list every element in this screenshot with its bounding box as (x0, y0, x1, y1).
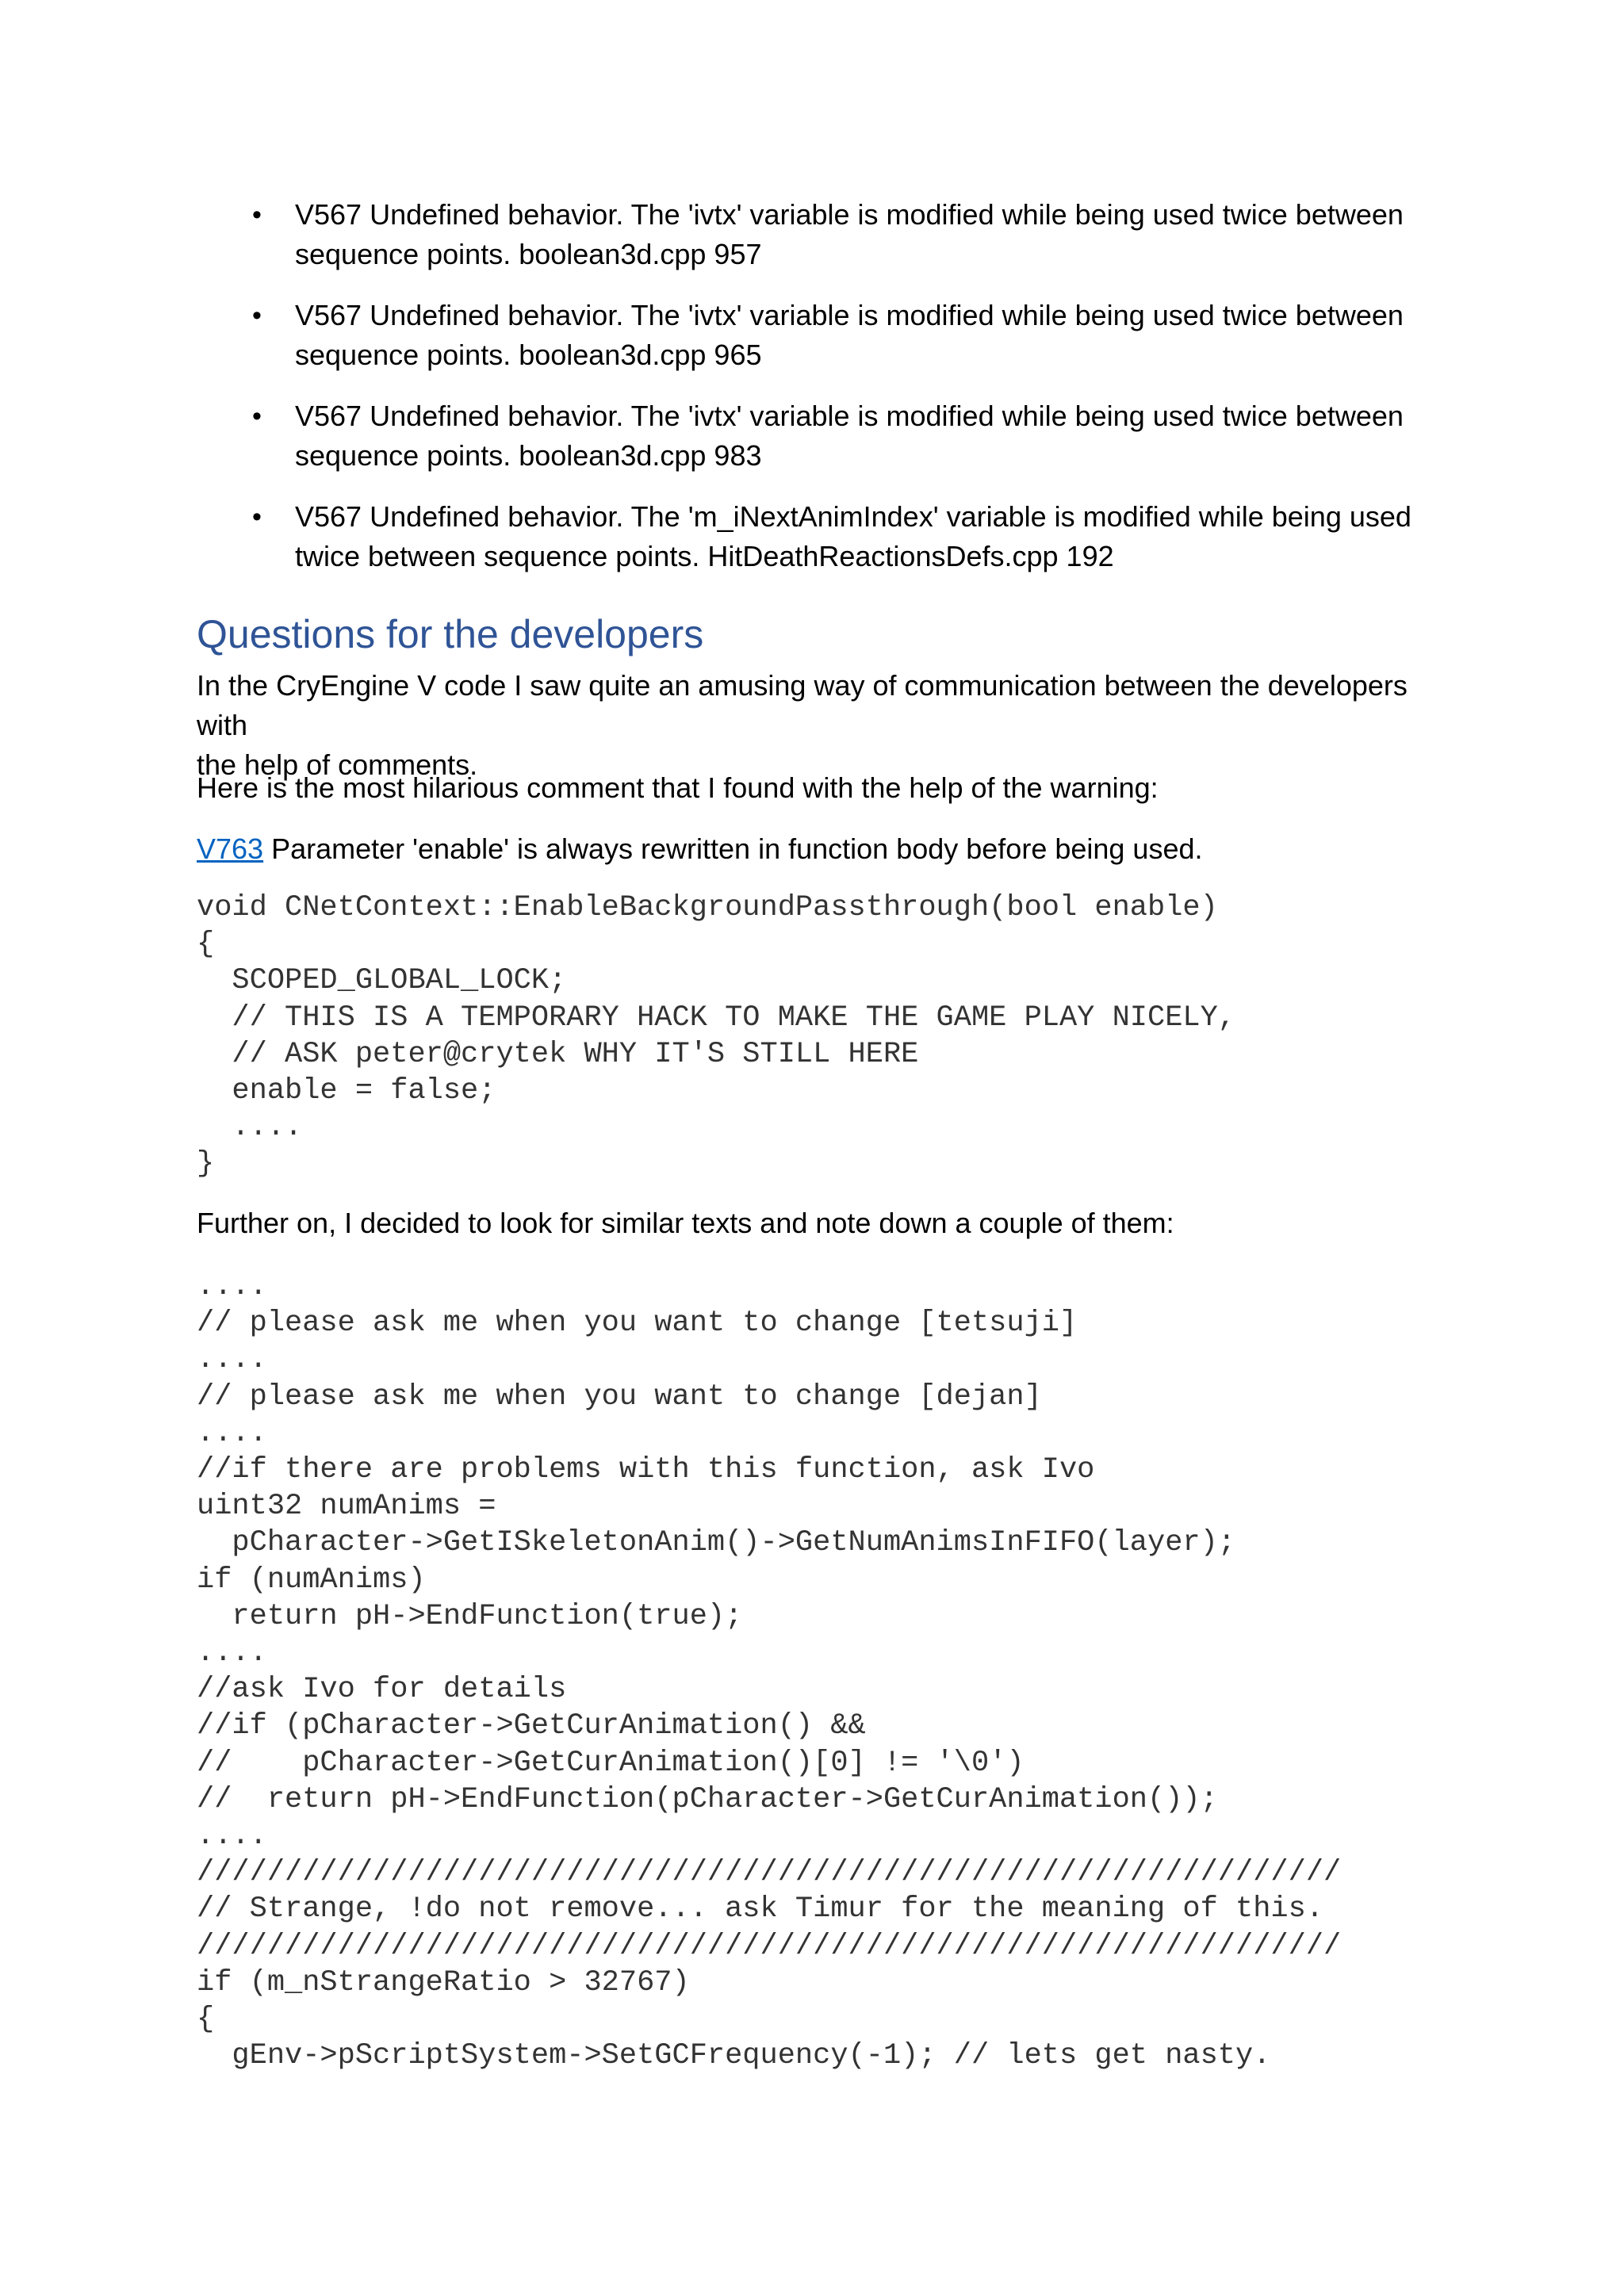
bullet-icon: • (252, 401, 262, 431)
warning-list-item (247, 497, 1437, 576)
bullet-icon: • (252, 300, 262, 331)
section-heading: Questions for the developers (197, 612, 704, 656)
warning-list-item (247, 396, 1437, 476)
intro-line: In the CryEngine V code I saw quite an amusing way of communication between the developers with (197, 669, 1408, 741)
warning-line: sequence points. boolean3d.cpp 965 (295, 339, 762, 371)
code-block-comments: .... // please ask me when you want to change [tetsuji] .... // please ask me when you want to change [dejan] .... //if there are problems with this function, ask Ivo uint32 numAnims = pCharacter->GetISkeletonAnim()->GetNumAnimsInFIFO(layer); if (numAnims) return pH->EndFunction(true); .... //ask Ivo for details //if (pCharacter->GetCurAnimation() && // pCharacter->GetCurAnimation()[0] != '\0') // return pH->EndFunction(pCharacter->GetCurAnimation()); .... ///////////////////////////////////////////////////////////////// // Strange, !do not remove... ask Timur for the meaning of this. ///////////////////////////////////////////////////////////////// if (m_nStrangeRatio > 32767) { gEnv->pScriptSystem->SetGCFrequency(-1); // lets get nasty. (197, 1270, 1342, 2073)
warning-line: V567 Undefined behavior. The 'ivtx' variable is modified while being used twice between (295, 198, 1404, 231)
hilarious-paragraph: Here is the most hilarious comment that I found with the help of the warning: (197, 771, 1159, 804)
warning-description: Parameter 'enable' is always rewritten in function body before being used. (263, 832, 1203, 865)
warning-paragraph (197, 829, 1450, 869)
bullet-icon: • (252, 502, 262, 532)
warning-line: twice between sequence points. HitDeathReactionsDefs.cpp 192 (295, 540, 1114, 572)
intro-line: the help of comments. (197, 748, 478, 781)
intro-paragraph (197, 666, 1450, 785)
further-paragraph: Further on, I decided to look for similar texts and note down a couple of them: (197, 1207, 1174, 1239)
warning-line: V567 Undefined behavior. The 'm_iNextAnimIndex' variable is modified while being used (295, 500, 1411, 533)
warning-line: V567 Undefined behavior. The 'ivtx' variable is modified while being used twice between (295, 299, 1404, 331)
warning-line: sequence points. boolean3d.cpp 957 (295, 238, 762, 270)
warning-line: V567 Undefined behavior. The 'ivtx' variable is modified while being used twice between (295, 400, 1404, 432)
warning-list-item (247, 195, 1437, 274)
code-block-enable-passthrough: void CNetContext::EnableBackgroundPassthrough(bool enable) { SCOPED_GLOBAL_LOCK; // THIS IS A TEMPORARY HACK TO MAKE THE GAME PLAY NICELY, // ASK peter@crytek WHY IT'S STILL HERE enable = false; .... } (197, 891, 1236, 1181)
warning-list-item (247, 296, 1437, 375)
warning-line: sequence points. boolean3d.cpp 983 (295, 439, 762, 472)
warning-list (247, 195, 1437, 598)
bullet-icon: • (252, 200, 262, 230)
v763-link[interactable]: V763 (197, 832, 264, 865)
